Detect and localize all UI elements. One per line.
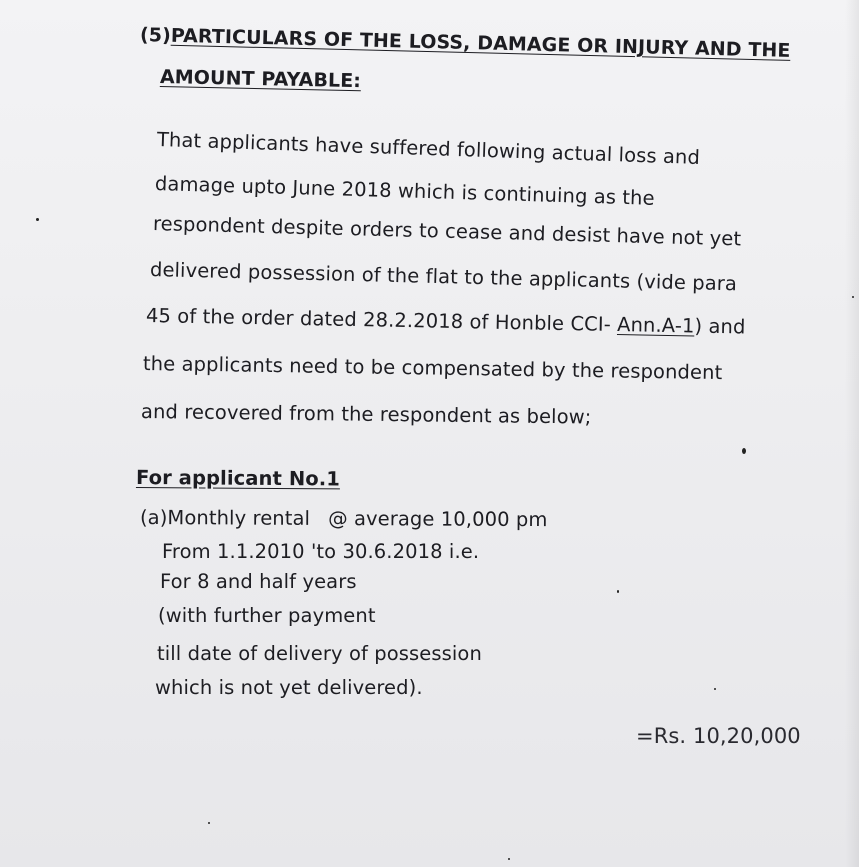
page-edge-shadow xyxy=(845,0,859,867)
paragraph-line: the applicants need to be compensated by the respondent xyxy=(142,352,723,385)
section-heading-line2: AMOUNT PAYABLE: xyxy=(159,66,362,93)
rental-detail-line: For 8 and half years xyxy=(160,570,357,593)
paper-speck xyxy=(714,688,716,690)
rental-item-label: (a)Monthly rental xyxy=(139,506,311,530)
rental-item-rate: @ average 10,000 pm xyxy=(328,506,548,532)
annexure-reference: Ann.A-1 xyxy=(616,313,695,338)
section-heading-line1 xyxy=(140,24,791,62)
rental-detail-line: (with further payment xyxy=(158,604,376,627)
rental-detail-line: till date of delivery of possession xyxy=(157,642,482,665)
paper-speck xyxy=(617,590,619,593)
paragraph-line-tail: ) and xyxy=(694,314,746,339)
rental-detail-line: which is not yet delivered). xyxy=(155,676,423,699)
rental-item-line xyxy=(140,506,548,531)
section-title-line1: PARTICULARS OF THE LOSS, DAMAGE OR INJURY AND THE xyxy=(170,24,791,62)
paragraph-line: delivered possession of the flat to the applicants (vide para xyxy=(149,258,738,296)
paragraph-line-head: 45 of the order dated 28.2.2018 of Honble CCI- xyxy=(145,304,618,337)
paragraph-line: and recovered from the respondent as below; xyxy=(140,400,592,429)
paper-speck xyxy=(742,448,746,454)
paper-speck xyxy=(508,858,510,860)
rental-detail-line: From 1.1.2010 'to 30.6.2018 i.e. xyxy=(162,540,480,563)
paragraph-line-with-annexure xyxy=(146,304,746,339)
section-number: (5) xyxy=(139,24,172,47)
amount-payable: =Rs. 10,20,000 xyxy=(636,724,801,748)
paper-speck xyxy=(208,822,210,824)
paragraph-line: damage upto June 2018 which is continuing as the xyxy=(154,172,656,210)
applicant-heading: For applicant No.1 xyxy=(135,466,341,491)
paper-speck xyxy=(36,218,39,221)
paragraph-line: That applicants have suffered following actual loss and xyxy=(156,128,701,170)
paper-speck xyxy=(852,296,854,298)
paragraph-line: respondent despite orders to cease and desist have not yet xyxy=(152,212,742,251)
